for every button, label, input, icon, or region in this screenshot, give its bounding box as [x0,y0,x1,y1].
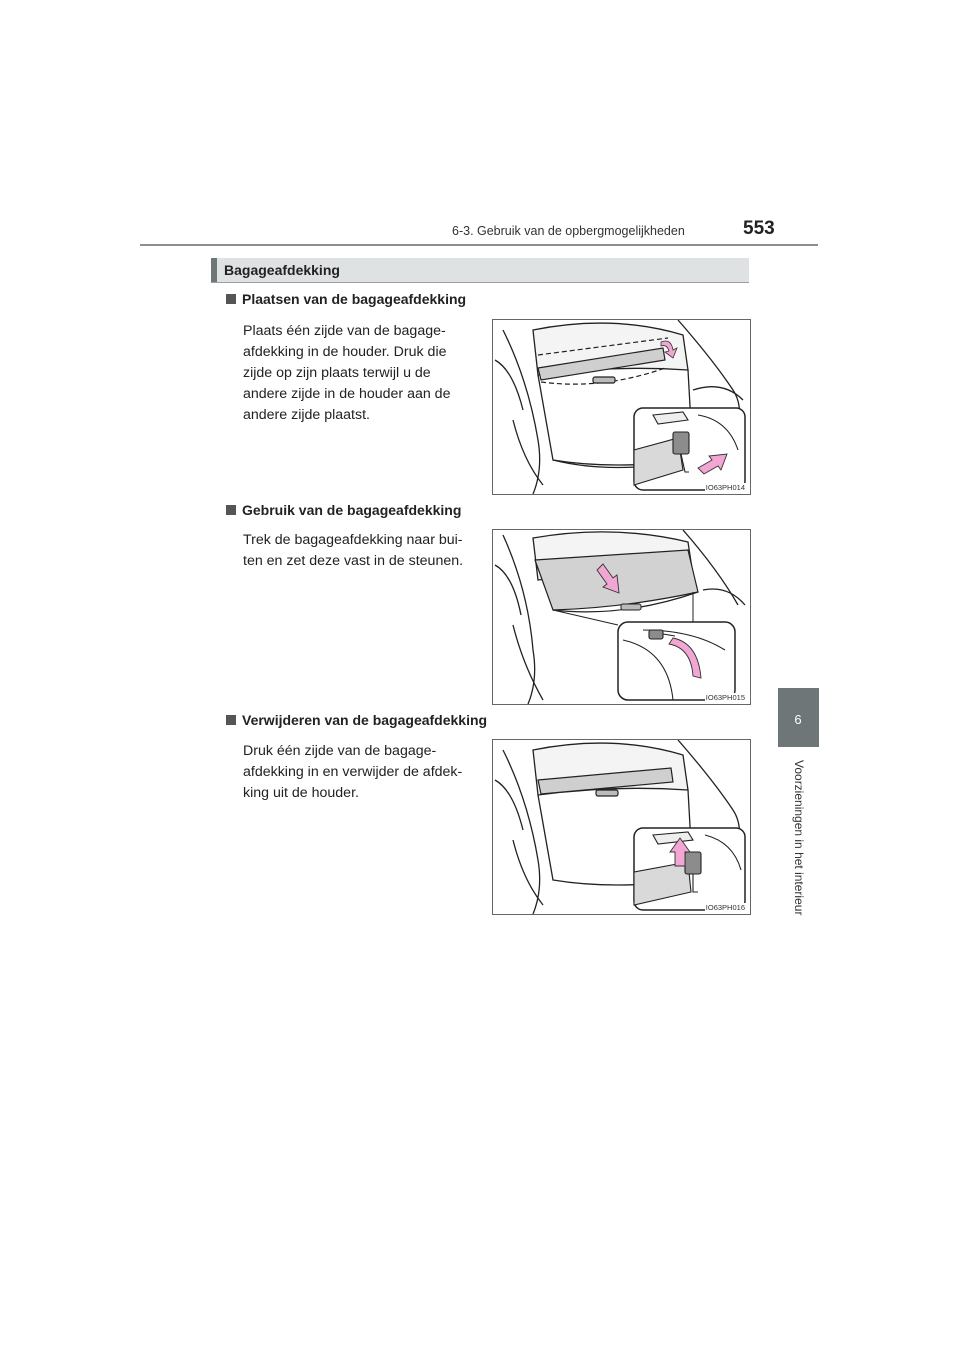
illustration-cargo-remove [493,740,750,914]
square-bullet-icon [226,294,236,304]
item-heading-use: Gebruik van de bagageafdekking [226,502,461,518]
square-bullet-icon [226,505,236,515]
section-title: Bagageafdekking [224,262,340,278]
item-body-use: Trek de bagageafdekking naar bui- ten en zet deze vast in de steunen. [243,532,464,569]
section-bar-accent [211,258,217,282]
figure-code: IO63PH015 [705,693,745,702]
illustration-cargo-use [493,530,750,704]
page-number: 553 [743,218,775,239]
item-body-remove: Druk één zijde van de bagage- afdekking in en verwijder de afdek- king uit de houder. [243,743,463,801]
figure-install-cover [492,319,751,495]
figure-use-cover [492,529,751,705]
item-heading-install: Plaatsen van de bagageafdekking [226,291,466,307]
running-header: 6-3. Gebruik van de opbergmogelijkheden [452,224,685,238]
figure-code: IO63PH016 [705,903,745,912]
detail-inset [618,622,735,700]
square-bullet-icon [226,715,236,725]
chapter-title-vertical [789,760,809,930]
chapter-title: Voorzieningen in het interieur [792,760,806,916]
illustration-cargo-install [493,320,750,494]
figure-remove-cover [492,739,751,915]
section-bar-underline [211,282,749,283]
item-body-install: Plaats één zijde van de bagage- afdekking in de houder. Druk die zijde op zijn plaats terwijl u de andere zijde in de houder aan de andere zijde plaatst. [243,323,451,423]
figure-code: IO63PH014 [705,483,745,492]
chapter-number: 6 [794,712,802,727]
header-rule [140,244,818,246]
item-heading-remove: Verwijderen van de bagageafdekking [226,712,487,728]
